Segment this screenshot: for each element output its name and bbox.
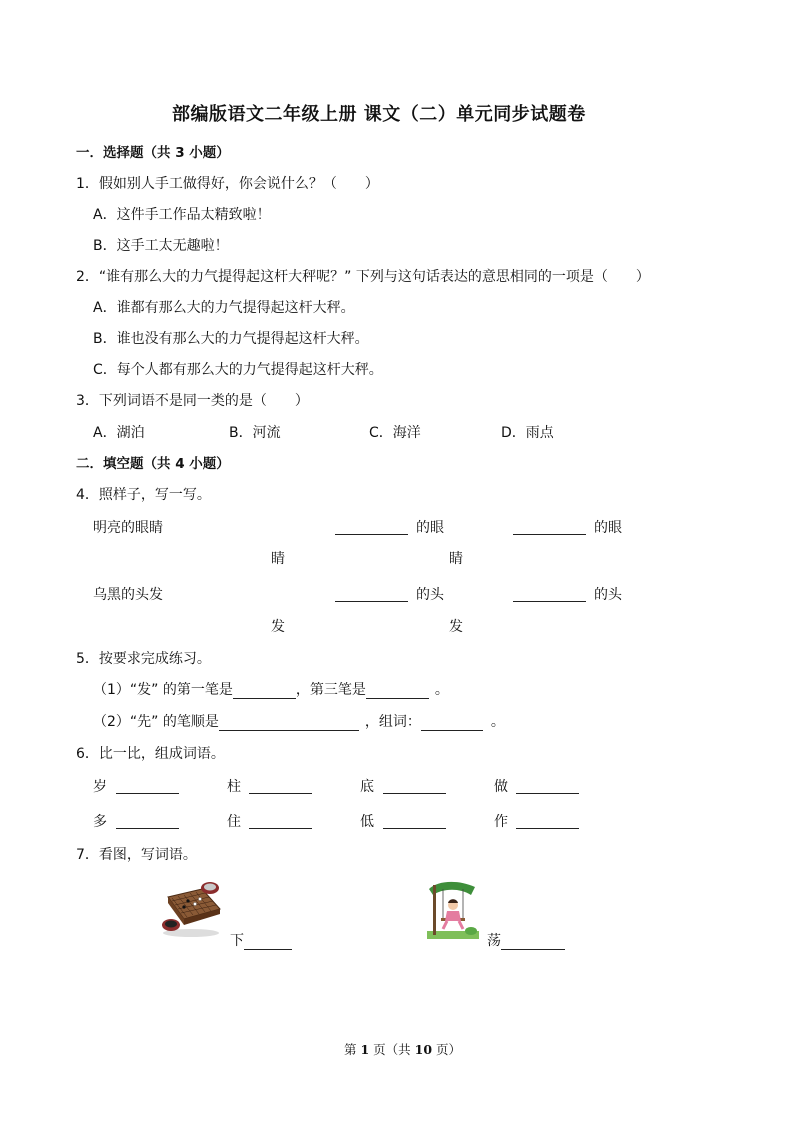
q6-char-1-1: 岁 (93, 779, 107, 795)
q6-char-1-2: 柱 (227, 779, 241, 795)
question-1-stem: 1．假如别人手工做得好，你会说什么？（ ） (76, 176, 379, 192)
q4-blank-1a[interactable] (335, 520, 408, 535)
q7-label-2 (487, 932, 565, 950)
question-1-option-b[interactable]: B．这手工太无趣啦！ (93, 238, 229, 254)
q6-blank-1-1[interactable] (116, 779, 179, 794)
q5-part-2-prefix: （2）“先” 的笔顺是 (93, 714, 219, 730)
question-3-option-b[interactable]: B．河流 (229, 425, 281, 441)
q4-tail-1a: 睛 (271, 551, 285, 567)
question-5-stem: 5．按要求完成练习。 (76, 651, 211, 667)
q4-suffix-1a: 的眼 (416, 520, 444, 536)
question-2-stem: 2．“谁有那么大的力气提得起这杆大秤呢？” 下列与这句话表达的意思相同的一项是（ ） (76, 269, 650, 285)
section-heading-choice: 一．选择题（共 3 小题） (76, 145, 230, 161)
q6-blank-2-3[interactable] (383, 814, 446, 829)
q7-label-1-char: 下 (230, 933, 244, 949)
q5-blank-1a[interactable] (233, 684, 296, 699)
q4-example-1: 明亮的眼睛 (93, 520, 163, 536)
question-3-stem: 3．下列词语不是同一类的是（ ） (76, 393, 309, 409)
q5-part-2-end: 。 (490, 714, 505, 730)
q6-blank-1-3[interactable] (383, 779, 446, 794)
question-3-option-d[interactable]: D．雨点 (501, 425, 554, 441)
page-number: 1 (360, 1042, 370, 1057)
q4-example-2: 乌黑的头发 (93, 587, 163, 603)
q6-char-2-1: 多 (93, 814, 107, 830)
page-footer: 第 1 页（共 10 页） (344, 1042, 462, 1057)
q6-blank-2-4[interactable] (516, 814, 579, 829)
q7-label-2-char: 荡 (487, 933, 501, 949)
q4-suffix-2b: 的头 (594, 587, 622, 603)
page-total: 10 (414, 1042, 433, 1057)
q6-char-1-3: 底 (360, 779, 374, 795)
q4-suffix-1b: 的眼 (594, 520, 622, 536)
question-3-option-a[interactable]: A．湖泊 (93, 425, 145, 441)
q6-blank-1-4[interactable] (516, 779, 579, 794)
q7-blank-1[interactable] (244, 935, 292, 950)
question-6-stem: 6．比一比，组成词语。 (76, 746, 225, 762)
q4-blank-2a[interactable] (335, 587, 408, 602)
question-1-option-a[interactable]: A．这件手工作品太精致啦！ (93, 207, 271, 223)
q5-blank-2a[interactable] (219, 716, 359, 731)
q5-part-1-end: 。 (434, 682, 449, 698)
question-4-stem: 4．照样子，写一写。 (76, 487, 211, 503)
q6-char-1-4: 做 (494, 779, 508, 795)
q4-tail-2b: 发 (449, 619, 463, 635)
q5-blank-1b[interactable] (366, 684, 429, 699)
question-2-option-c[interactable]: C．每个人都有那么大的力气提得起这杆大秤。 (93, 362, 383, 378)
q7-label-1 (230, 932, 292, 950)
q6-char-2-3: 低 (360, 814, 374, 830)
q6-char-2-4: 作 (494, 814, 508, 830)
q6-blank-2-1[interactable] (116, 814, 179, 829)
q5-blank-2b[interactable] (421, 716, 483, 731)
q5-part-1-line (93, 681, 449, 699)
page-title: 部编版语文二年级上册 课文（二）单元同步试题卷 (172, 104, 586, 125)
question-7-stem: 7．看图，写词语。 (76, 847, 197, 863)
go-board-illustration (158, 879, 224, 939)
q5-part-2-mid: ，组词： (364, 714, 421, 730)
q7-blank-2[interactable] (501, 935, 565, 950)
q6-blank-2-2[interactable] (249, 814, 312, 829)
q4-blank-1b[interactable] (513, 520, 586, 535)
q4-tail-2a: 发 (271, 619, 285, 635)
q6-char-2-2: 住 (227, 814, 241, 830)
q5-part-2-line (93, 713, 505, 731)
question-2-option-a[interactable]: A．谁都有那么大的力气提得起这杆大秤。 (93, 300, 355, 316)
question-3-option-c[interactable]: C．海洋 (369, 425, 421, 441)
q6-blank-1-2[interactable] (249, 779, 312, 794)
q5-part-1-prefix: （1）“发” 的第一笔是 (93, 682, 233, 698)
q4-suffix-2a: 的头 (416, 587, 444, 603)
q4-tail-1b: 睛 (449, 551, 463, 567)
question-2-option-b[interactable]: B．谁也没有那么大的力气提得起这杆大秤。 (93, 331, 369, 347)
q5-part-1-mid: ，第三笔是 (295, 682, 366, 698)
q4-blank-2b[interactable] (513, 587, 586, 602)
section-heading-fill: 二．填空题（共 4 小题） (76, 456, 230, 472)
swing-illustration (427, 881, 479, 939)
